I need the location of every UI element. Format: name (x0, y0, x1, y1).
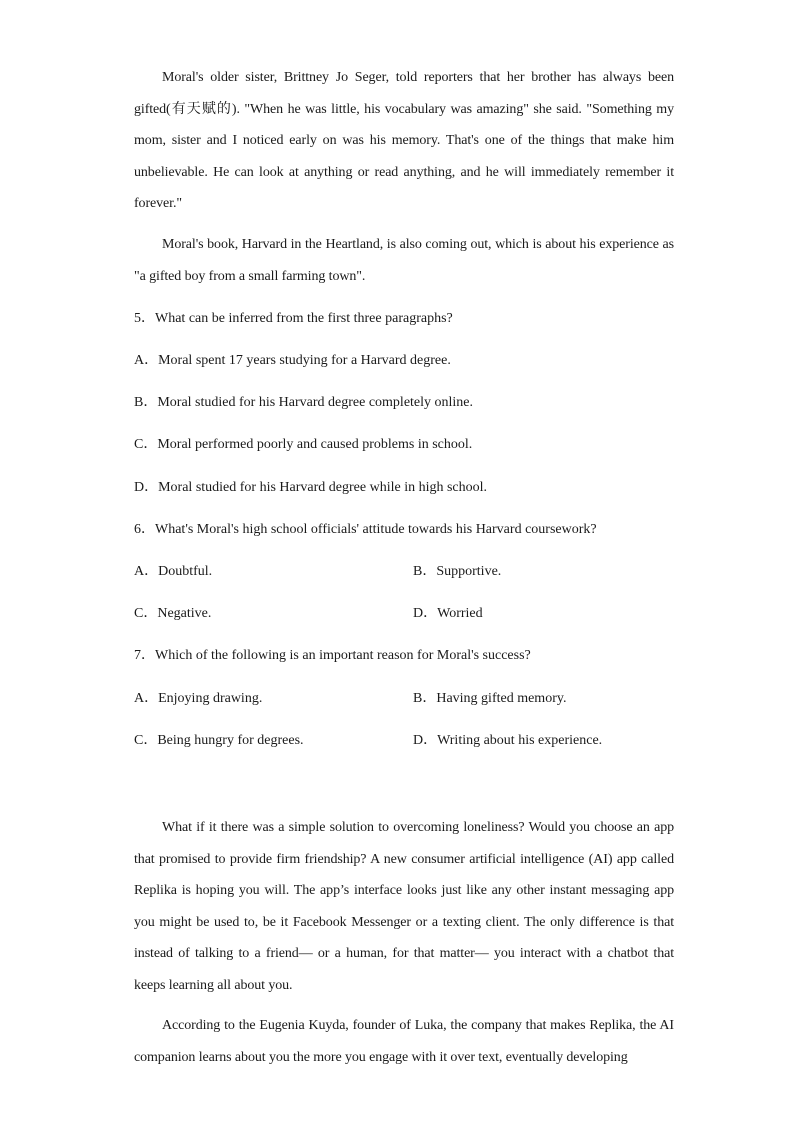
question-7-option-b[interactable]: B．Having gifted memory. (413, 691, 567, 706)
question-6-option-c[interactable]: C．Negative. (134, 606, 212, 621)
question-7-option-d[interactable]: D．Writing about his experience. (413, 733, 603, 748)
question-5-option-c[interactable]: C．Moral performed poorly and caused problems in school. (134, 437, 473, 452)
question-6-stem: 6．What's Moral's high school officials' attitude towards his Harvard coursework? (134, 522, 597, 537)
question-6-option-d[interactable]: D．Worried (413, 606, 483, 621)
question-5-option-a[interactable]: A．Moral spent 17 years studying for a Harvard degree. (134, 353, 451, 368)
passage-b-paragraph-2: According to the Eugenia Kuyda, founder of Luka, the company that makes Replika, the AI companion learns about you the more you engage with it over text, eventually developing (134, 1018, 674, 1065)
question-6-option-a[interactable]: A．Doubtful. (134, 564, 213, 579)
passage-a-paragraph-1: Moral's older sister, Brittney Jo Seger, told reporters that her brother has always been gifted(有天赋的). "When he was little, his vocabulary was amazing" she said. "Something my mom, sister and I noticed early on was his memory. That's one of the things that make him unbelievable. He can look at anything or read anything, and he will immediately remember it forever." (134, 70, 674, 211)
passage-b-paragraph-1: What if it there was a simple solution to overcoming loneliness? Would you choose an app that promised to provide firm friendship? A new consumer artificial intelligence (AI) app called Replika is hoping you will. The app’s interface looks just like any other instant messaging app you might be used to, be it Facebook Messenger or a texting client. The only difference is that instead of talking to a friend— or a human, for that matter— you interact with a chatbot that keeps learning all about you. (134, 820, 674, 993)
passage-a-paragraph-2: Moral's book, Harvard in the Heartland, is also coming out, which is about his experience as "a gifted boy from a small farming town". (134, 237, 674, 284)
question-5-option-d[interactable]: D．Moral studied for his Harvard degree while in high school. (134, 480, 488, 495)
question-6-option-b[interactable]: B．Supportive. (413, 564, 502, 579)
question-7-stem: 7．Which of the following is an important reason for Moral's success? (134, 648, 531, 663)
question-7-option-c[interactable]: C．Being hungry for degrees. (134, 733, 304, 748)
question-5-stem: 5．What can be inferred from the first three paragraphs? (134, 311, 453, 326)
question-5-option-b[interactable]: B．Moral studied for his Harvard degree completely online. (134, 395, 474, 410)
question-7-option-a[interactable]: A．Enjoying drawing. (134, 691, 263, 706)
